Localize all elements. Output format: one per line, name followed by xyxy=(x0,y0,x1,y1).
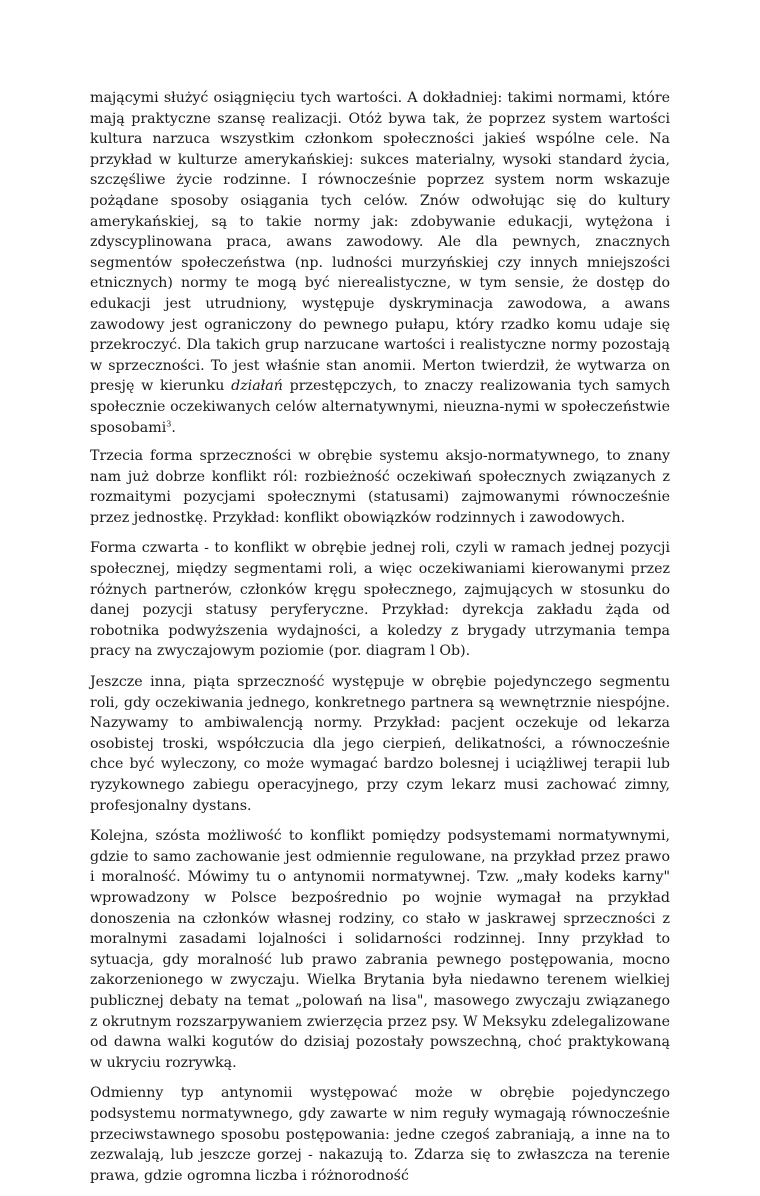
paragraph-anomie-end: . xyxy=(171,419,176,436)
emphasized-word: działań xyxy=(231,378,283,395)
footnote-marker[interactable]: 3 xyxy=(166,418,172,428)
paragraph-norm-ambivalence: Jeszcze inna, piąta sprzeczność występuje w obrębie pojedynczego segmentu roli, gdy oczekiwania jednego, konkretnego partnera są wewnętrznie niespójne. Nazywamy to ambiwalencją normy. Przykład: pacjent oczekuje od lekarza osobistej troski, współczucia dla jego cierpień, delikatności, a równocześnie chce być wyleczony, co może wymagać bardzo bolesnej i uciążliwej terapii lub ryzykownego zabiegu operacyjnego, przy czym lekarz musi zachować zimny, profesjonalny dystans. xyxy=(90,674,670,814)
paragraph-normative-antinomy: Kolejna, szósta możliwość to konflikt pomiędzy podsystemami normatywnymi, gdzie to samo zachowanie jest odmiennie regulowane, na przykład przez prawo i moralność. Mówimy tu o antynomii normatywnej. Tzw. „mały kodeks karny" wprowadzony w Polsce bezpośrednio po wojnie wymagał na przykład donoszenia na członków własnej rodziny, co stało w jaskrawej sprzeczności z moralnymi zasadami lojalności i solidarności rodzinnej. Inny przykład to sytuacja, gdy moralność lub prawo zabrania pewnego postępowania, mocno zakorzenionego w zwyczaju. Wielka Brytania była niedawno terenem wielkiej publicznej debaty na temat „polowań na lisa", masowego zwyczaju związanego z okrutnym rozszarpywaniem zwierzęcia przez psy. W Meksyku zdelegalizowane od dawna walki kogutów do dzisiaj pozostały powszechną, choć praktykowaną w ukryciu rozrywką. xyxy=(90,828,670,1071)
paragraph-intra-system-antinomy: Odmienny typ antynomii występować może w obrębie pojedynczego podsystemu normatywnego, gdy zawarte w nim reguły wymagają równocześnie przeciwstawnego sposobu postępowania: jedne czegoś zabraniają, a inne na to zezwalają, lub jeszcze gorzej - nakazują to. Zdarza się to zwłaszcza na terenie prawa, gdzie ogromna liczba i różnorodność xyxy=(90,1085,670,1184)
paragraph-anomie-text: mającymi służyć osiągnięciu tych wartości. A dokładniej: takimi normami, które mają praktyczne szansę realizacji. Otóż bywa tak, że poprzez system wartości kultura narzuca wszystkim członkom społeczności jakieś wspólne cele. Na przykład w kulturze amerykańskiej: sukces materialny, wysoki standard życia, szczęśliwe życie rodzinne. I równocześnie poprzez system norm wskazuje pożądane sposoby osiągania tych celów. Znów odwołując się do kultury amerykańskiej, są to takie normy jak: zdobywanie edukacji, wytężona i zdyscyplinowana praca, awans zawodowy. Ale dla pewnych, znacznych segmentów społeczeństwa (np. ludności murzyńskiej czy innych mniejszości etnicznych) normy te mogą być nierealistyczne, w tym sensie, że dostęp do edukacji jest utrudniony, występuje dyskryminacja zawodowa, a awans zawodowy jest ograniczony do pewnego pułapu, który rzadko komu udaje się przekroczyć. Dla takich grup narzucane wartości i realistyczne normy pozostają w sprzeczności. To jest właśnie stan anomii. Merton twierdził, że wytwarza on presję w kierunku xyxy=(90,90,670,395)
paragraph-intra-role-conflict: Forma czwarta - to konflikt w obrębie jednej roli, czyli w ramach jednej pozycji społecznej, między segmentami roli, a więc oczekiwaniami kierowanymi przez różnych partnerów, członków kręgu społecznego, zajmujących w stosunku do danej pozycji statusy peryferyczne. Przykład: dyrekcja zakładu żąda od robotnika podwyższenia wydajności, a koledzy z brygady utrzymania tempa pracy na zwyczajowym poziomie (por. diagram l Ob). xyxy=(90,540,670,660)
paragraph-role-conflict: Trzecia forma sprzeczności w obrębie systemu aksjo-normatywnego, to znany nam już dobrze konflikt ról: rozbieżność oczekiwań społecznych związanych z rozmaitymi pozycjami społecznymi (statusami) zajmowanymi równocześnie przez jednostkę. Przykład: konflikt obowiązków rodzinnych i zawodowych. xyxy=(90,448,670,526)
paragraph-anomie xyxy=(90,88,670,438)
document-page xyxy=(90,88,670,1196)
paragraph-anomie-text-continued: przestępczych, to znaczy realizowania tych samych społecznie oczekiwanych celów alternatywnymi, nieuzna-nymi w społeczeństwie sposobami xyxy=(90,378,670,436)
